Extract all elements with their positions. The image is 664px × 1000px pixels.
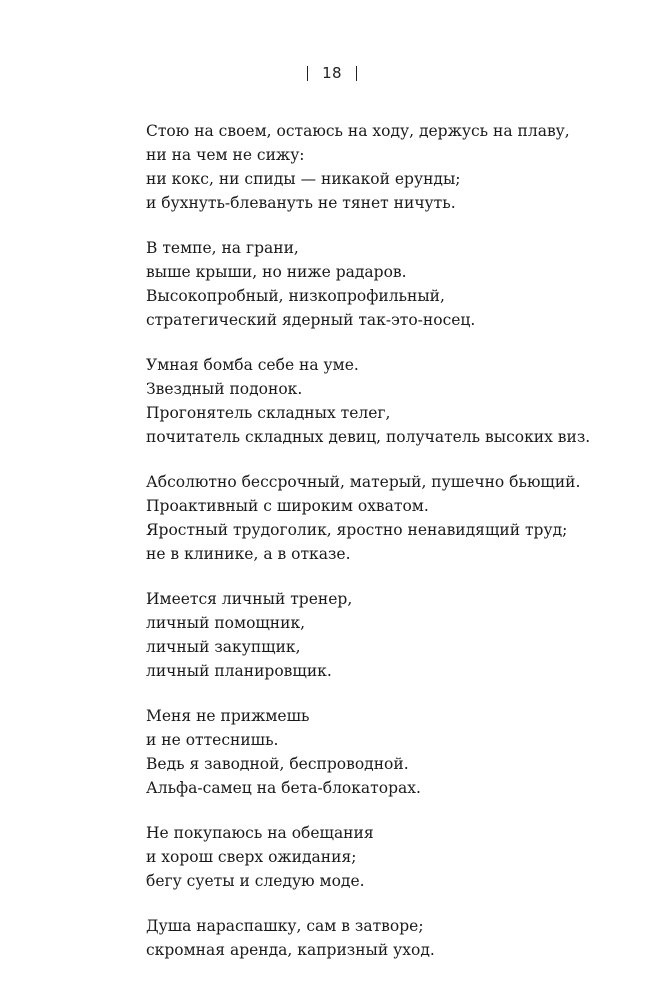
- poem-line: ни кокс, ни спиды — никакой ерунды;: [146, 170, 461, 188]
- stanza: [146, 704, 646, 800]
- stanza: [146, 470, 646, 566]
- poem-line: бегу суеты и следую моде.: [146, 872, 365, 890]
- stanza: [146, 587, 646, 683]
- poem-line: Высокопробный, низкопрофильный,: [146, 287, 445, 305]
- stanza: [146, 821, 646, 893]
- poem-line: почитатель складных девиц, получатель высоких виз.: [146, 428, 591, 446]
- right-divider-rule: [356, 66, 358, 81]
- poem-line: Альфа-самец на бета-блокаторах.: [146, 779, 421, 797]
- poem-line: Меня не прижмешь: [146, 707, 310, 725]
- poem-line: и бухнуть-блевануть не тянет ничуть.: [146, 194, 456, 212]
- page-number: 18: [322, 64, 342, 82]
- poem-line: Проактивный с широким охватом.: [146, 497, 429, 515]
- poem-line: личный закупщик,: [146, 638, 301, 656]
- stanza: [146, 914, 646, 962]
- left-divider-rule: [307, 66, 309, 81]
- poem-line: Звездный подонок.: [146, 380, 303, 398]
- poem-line: Имеется личный тренер,: [146, 590, 353, 608]
- poem-line: Яростный трудоголик, яростно ненавидящий труд;: [146, 521, 568, 539]
- poem-line: выше крыши, но ниже радаров.: [146, 263, 407, 281]
- poem-line: не в клинике, а в отказе.: [146, 545, 351, 563]
- poem-line: и не оттеснишь.: [146, 731, 279, 749]
- poem-line: стратегический ядерный так-это-носец.: [146, 311, 476, 329]
- poem-line: Не покупаюсь на обещания: [146, 824, 374, 842]
- poem-line: Прогонятель складных телег,: [146, 404, 391, 422]
- poem-line: личный помощник,: [146, 614, 306, 632]
- stanza: [146, 353, 646, 449]
- poem-line: Ведь я заводной, беспроводной.: [146, 755, 409, 773]
- poem-line: Душа нараспашку, сам в затворе;: [146, 917, 424, 935]
- page-header: [0, 60, 664, 86]
- stanza: [146, 236, 646, 332]
- poem-line: и хорош сверх ожидания;: [146, 848, 357, 866]
- poem-body: [146, 119, 646, 983]
- poem-line: ни на чем не сижу:: [146, 146, 305, 164]
- poem-line: Стою на своем, остаюсь на ходу, держусь на плаву,: [146, 122, 570, 140]
- poem-line: Умная бомба себе на уме.: [146, 356, 359, 374]
- stanza: [146, 119, 646, 215]
- poem-line: Абсолютно бессрочный, матерый, пушечно бьющий.: [146, 473, 581, 491]
- poem-line: В темпе, на грани,: [146, 239, 299, 257]
- poem-line: личный планировщик.: [146, 662, 332, 680]
- poem-line: скромная аренда, капризный уход.: [146, 941, 435, 959]
